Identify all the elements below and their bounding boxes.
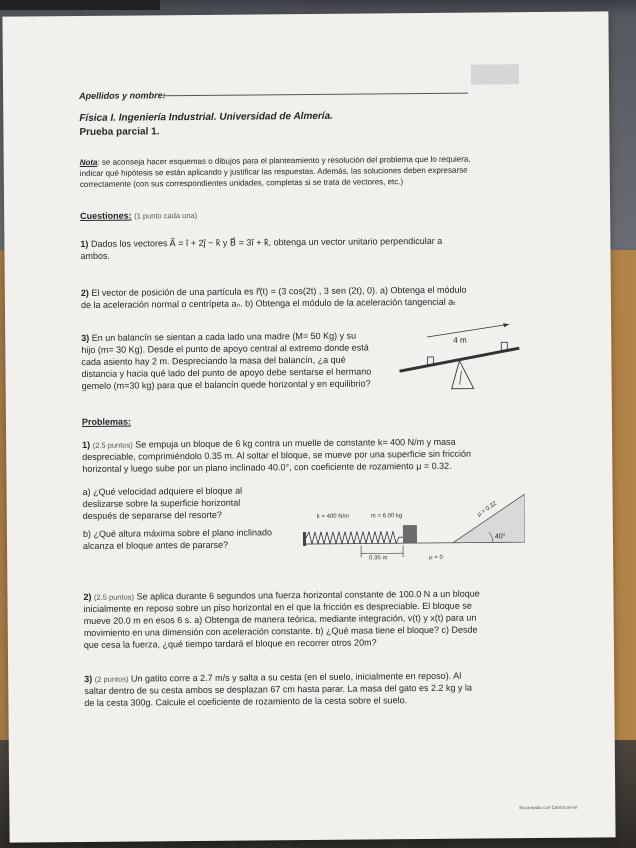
note-label: Nota [79, 157, 98, 167]
q3-line-5: gemelo (m=30 kg) para que el balancín quede horizontal y en equilibrio? [81, 378, 371, 391]
p1-a-line-3: después de separarse del resorte? [82, 509, 222, 521]
q2-number: 2) [80, 287, 89, 298]
header-grey-box [471, 64, 519, 84]
p1-number: 1) [82, 439, 91, 450]
p2-text-1: Se aplica durante 6 segundos una fuerza horizontal constante de 100.0 N a un bloque [136, 588, 480, 602]
spring [306, 531, 403, 544]
note-line-2: indicar qué hipótesis se están aplicando y justificar las respuestas. Además, las soluciones deben expresarse [79, 165, 468, 178]
arrowhead [503, 323, 509, 327]
p3-line-2: saltar dentro de su cesta ambos se desplazan 67 cm hasta parar. La masa del gato es 2.2 kg y la [84, 682, 473, 696]
p2-line-2: inicialmente en reposo sobre un piso horizontal en el que la fricción es despreciable. El bloque se [83, 600, 472, 614]
pivot-line [460, 371, 462, 385]
incline-friction-label: μ = 0.32 [476, 500, 499, 519]
exam-title: Prueba parcial 1. [79, 126, 160, 138]
angle-label: 40° [494, 533, 506, 541]
cuestiones-points: (1 punto cada una) [134, 210, 198, 221]
flat-friction-label: μ = 0 [429, 554, 443, 561]
incline [453, 494, 525, 543]
name-line[interactable] [163, 93, 468, 97]
note-line-3: correctamente (con sus correspondientes unidades, completas si se trata de vectores, etc.) [79, 177, 404, 189]
q3-text-1: En un balancín se sientan a cada lado una madre (M= 50 Kg) y su [91, 330, 357, 343]
right-seat [501, 342, 507, 350]
p1-line-2: despreciable, comprimiéndolo 0.35 m. Al soltar el bloque, se mueve por una superficie sin fricción [82, 448, 471, 462]
p3-points: (2 puntos) [94, 674, 129, 684]
q1-line-2: ambos. [80, 250, 111, 261]
p3-line-3: de la cesta 300g. Calcule el coeficiente de rozamiento de la cesta sobre el suelo. [84, 695, 408, 708]
p2-line-3: mueve 20.0 m en esos 6 s. a) Obtenga de manera teórica, mediante integración, v(t) y x(t) para un [83, 612, 477, 626]
laptop-keys [0, 0, 160, 10]
exam-sheet [2, 11, 615, 842]
q1-number: 1) [80, 238, 89, 249]
seesaw-pivot [451, 361, 473, 389]
q3-line-4: distancia y hacia qué lado del punto de apoyo debe sentarse el hermano [81, 366, 372, 379]
name-label: Apellidos y nombre: [79, 90, 166, 101]
q3-number: 3) [81, 332, 90, 343]
block [403, 525, 417, 543]
q3-line-3: cada asiento hay 2 m. Despreciando la masa del balancín, ¿a qué [81, 354, 346, 367]
scanner-stamp: Escaneado con CamScanner [519, 804, 578, 811]
p1-b-line-1: b) ¿Qué altura máxima sobre el plano inclinado [82, 527, 273, 539]
seesaw-length-label: 4 m [453, 335, 467, 345]
spring-constant-label: k = 400 N/m [316, 513, 350, 520]
compression-label: 0.35 m [369, 555, 388, 562]
p1-text-1: Se empuja un bloque de 6 kg contra un muelle de constante k= 400 N/m y masa [135, 436, 456, 450]
seesaw-figure [389, 318, 526, 393]
p2-line-5: que cesa la fuerza, ¿qué tiempo tardará el bloque en recorrer otros 20m? [83, 637, 377, 650]
q3-line-2: hijo (m= 30 Kg). Desde el punto de apoyo central al extremo donde está [81, 342, 369, 355]
p3-number: 3) [84, 673, 93, 684]
wall [303, 532, 306, 546]
q2-text-1: El vector de posición de una partícula es r⃗(t) = (3 cos(2t) , 3 sen (2t), 0). a) Obtenga el módulo [91, 284, 467, 298]
q1-line-1 [80, 235, 442, 250]
cuestiones-heading [80, 209, 197, 223]
note-text-1: : se aconseja hacer esquemas o dibujos para el planteamiento y resolución del problema que lo requiera, [97, 154, 471, 167]
p1-a-line-2: deslizarse sobre la superficie horizontal [82, 497, 241, 509]
p2-number: 2) [83, 591, 92, 602]
cuestiones-title: Cuestiones: [80, 210, 132, 221]
p2-line-4: movimiento en una dimensión con aceleración constante. b) ¿Qué masa tiene el bloque? c) Desde [83, 624, 478, 638]
p1-line-3: horizontal y luego sube por un plano inclinado 40.0°, con coeficiente de rozamiento μ = 0.32. [82, 460, 452, 474]
course-title: Física I. Ingeniería Industrial. Universidad de Almería. [79, 110, 333, 124]
p3-text-1: Un gatito corre a 2.7 m/s y salta a su cesta (en el suelo, inicialmente en reposo). Al [130, 670, 462, 684]
p1-a-line-1: a) ¿Qué velocidad adquiere el bloque al [82, 485, 243, 497]
seesaw-length-arrow [427, 324, 509, 337]
p1-points: (2.5 puntos) [92, 440, 133, 450]
p2-points: (2.5 puntos) [93, 592, 135, 602]
spring-incline-figure [303, 486, 526, 572]
problemas-heading: Problemas: [81, 416, 132, 427]
mass-label: m = 6.00 kg [370, 513, 403, 520]
q2-line-2: de la aceleración normal o centrípeta aₙ. b) Obtenga el módulo de la aceleración tangencial aₜ [80, 296, 456, 310]
q1-text-1: Dados los vectores A⃗ = î + 2ĵ − k̂ y B⃗ = 3î + k̂, obtenga un vector unitario perpendicular a [90, 235, 443, 249]
p1-b-line-2: alcanza el bloque antes de pararse? [82, 539, 229, 551]
